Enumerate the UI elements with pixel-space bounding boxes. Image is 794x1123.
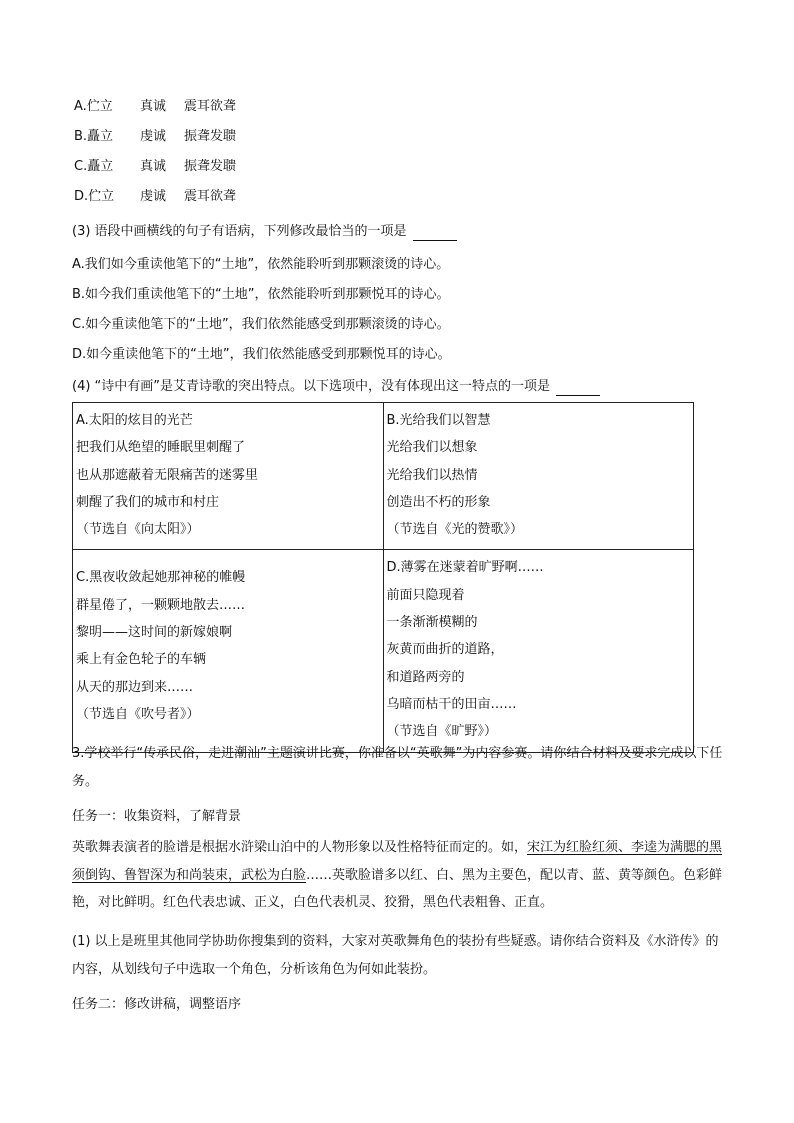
poem-line: C.黑夜收敛起她那神秘的帷幔	[76, 570, 246, 586]
poem-line: 乘上有金色轮子的车辆	[76, 652, 207, 668]
option-idiom: 震耳欲聋	[184, 189, 237, 204]
q3-stem: (3) 语段中画横线的句子有语病，下列修改最恰当的一项是	[72, 224, 407, 239]
option-word: 真诚	[140, 99, 167, 114]
poem-line: D.薄雾在迷蒙着旷野啊……	[386, 560, 544, 576]
option-idiom: 振聋发聩	[184, 129, 237, 144]
material-paragraph	[72, 834, 724, 917]
option-label: C.矗立	[74, 159, 114, 174]
option-word: 虔诚	[140, 189, 167, 204]
option-label: B.矗立	[74, 129, 114, 144]
poem-line: 创造出不朽的形象	[386, 494, 491, 510]
task2-heading: 任务二：修改讲稿，调整语序	[72, 997, 242, 1012]
q3-option-b: B.如今我们重读他笔下的“土地”，依然能聆听到那颗悦耳的诗心。	[72, 287, 450, 302]
section3-intro: 3.学校举行“传承民俗，走进潮汕”主题演讲比赛，你准备以“英歌舞”为内容参赛。请你结合材料及要求完成以下任务。	[72, 746, 723, 789]
q4-stem-row	[72, 378, 600, 396]
poem-line: 和道路两旁的	[386, 669, 465, 685]
poem-option-b	[383, 403, 694, 550]
poem-line: 灰黄而曲折的道路，	[386, 642, 504, 658]
poem-line: 前面只隐现着	[386, 587, 465, 603]
poem-option-d	[383, 550, 694, 752]
answer-blank[interactable]	[556, 382, 600, 396]
material-text: ……英歌脸谱多以红、白、黑为主要色，配以青、蓝、黄等颜色。色彩鲜艳，对比鲜明。红色代表忠诚、正义，白色代表机灵、狡猾，黑色代表粗鲁、正直。	[72, 867, 723, 910]
option-idiom: 振聋发聩	[184, 159, 237, 174]
poem-line: 群星倦了，一颗颗地散去……	[76, 597, 246, 613]
option-d-row	[74, 188, 237, 206]
poem-line: 光给我们以想象	[386, 440, 478, 456]
poem-line: 从天的那边到来……	[76, 679, 194, 695]
poem-line: B.光给我们以智慧	[386, 413, 491, 428]
poem-line: 刺醒了我们的城市和村庄	[76, 494, 220, 510]
poem-option-a	[73, 403, 384, 550]
poem-option-c	[73, 550, 384, 752]
task1-heading: 任务一：收集资料，了解背景	[72, 809, 242, 824]
task1-question: (1) 以上是班里其他同学协助你搜集到的资料，大家对英歌舞角色的装扮有些疑惑。请你结合资料及《水浒传》的内容，从划线句子中选取一个角色，分析该角色为何如此装扮。	[72, 934, 719, 977]
poem-line: 黎明——这时间的新嫁娘啊	[76, 625, 233, 641]
q3-option-d: D.如今重读他笔下的“土地”，我们依然能感受到那颗悦耳的诗心。	[72, 347, 451, 362]
poem-source: （节选自《向太阳》）	[76, 522, 200, 538]
answer-blank[interactable]	[413, 227, 457, 241]
q3-option-a: A.我们如今重读他笔下的“土地”，依然能聆听到那颗滚烫的诗心。	[72, 257, 450, 272]
option-label: A.伫立	[74, 99, 113, 114]
option-idiom: 震耳欲聋	[184, 99, 237, 114]
option-c-row	[74, 158, 237, 176]
poem-source: （节选自《光的赞歌》）	[386, 522, 524, 538]
poem-source: （节选自《吹号者》）	[76, 706, 200, 722]
option-b-row	[74, 128, 237, 146]
poem-line: 光给我们以热情	[386, 467, 478, 483]
poem-options-table	[72, 402, 694, 753]
poem-line: 也从那遮蔽着无限痛苦的迷雾里	[76, 467, 259, 483]
option-a-row	[74, 98, 237, 116]
poem-line: 乌暗而枯干的田亩……	[386, 696, 517, 712]
q3-option-c: C.如今重读他笔下的“土地”，我们依然能感受到那颗滚烫的诗心。	[72, 317, 450, 332]
option-word: 真诚	[140, 159, 167, 174]
material-text: 英歌舞表演者的脸谱是根据水浒梁山泊中的人物形象以及性格特征而定的。如，	[72, 840, 528, 855]
underlined-sentence: 宋江为红脸红须、李逵为满腮的黑须倒钩、鲁智深为和尚装束，武松为白脸	[72, 840, 723, 883]
option-word: 虔诚	[140, 129, 167, 144]
q3-stem-row	[72, 223, 457, 241]
poem-line: A.太阳的炫目的光芒	[76, 413, 193, 428]
poem-line: 把我们从绝望的睡眠里刺醒了	[76, 440, 246, 456]
q4-stem: (4) “诗中有画”是艾青诗歌的突出特点。以下选项中，没有体现出这一特点的一项是	[72, 379, 551, 394]
poem-source: （节选自《旷野》）	[386, 724, 498, 740]
poem-line: 一条渐渐模糊的	[386, 615, 478, 631]
option-label: D.伫立	[74, 189, 115, 204]
